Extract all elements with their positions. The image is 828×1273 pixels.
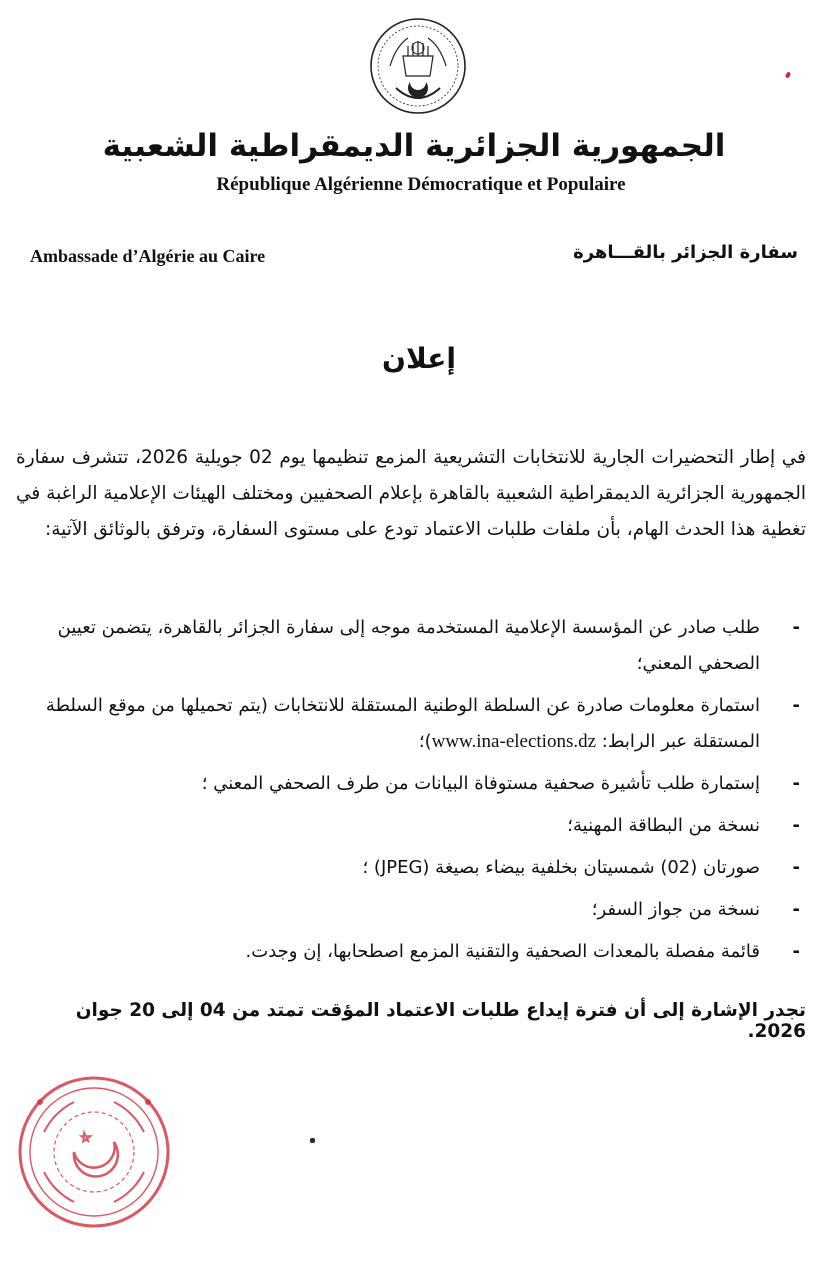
list-bullet: -: [792, 773, 800, 794]
list-item: [16, 688, 808, 760]
embassy-seal-stamp: [14, 1072, 174, 1232]
list-item-text: قائمة مفصلة بالمعدات الصحفية والتقنية المزمع اصطحابها، إن وجدت.: [245, 941, 760, 962]
list-bullet: -: [792, 617, 800, 638]
list-item-text: طلب صادر عن المؤسسة الإعلامية المستخدمة موجه إلى سفارة الجزائر بالقاهرة، يتضمن تعيين الصحفي المعني؛: [57, 617, 760, 674]
country-title-arabic: الجمهورية الجزائرية الديمقراطية الشعبية: [102, 128, 726, 164]
list-item: [16, 808, 808, 844]
coat-of-arms-emblem: [368, 16, 468, 116]
elections-authority-link[interactable]: www.ina-elections.dz: [431, 731, 597, 752]
list-bullet: -: [792, 899, 800, 920]
list-bullet: -: [792, 695, 800, 716]
list-item-text: استمارة معلومات صادرة عن السلطة الوطنية المستقلة للانتخابات (يتم تحميلها من موقع السلطة المستقلة عبر الرابط:: [45, 695, 760, 752]
list-item: [16, 892, 808, 928]
deadline-note: تجدر الإشارة إلى أن فترة إيداع طلبات الاعتماد المؤقت تمتد من 04 إلى 20 جوان 2026.: [75, 1000, 806, 1042]
list-item: [16, 850, 808, 886]
list-item-text: صورتان (02) شمسيتان بخلفية بيضاء بصيغة (JPEG) ؛: [362, 857, 760, 878]
embassy-name-french: Ambassade d’Algérie au Caire: [30, 246, 266, 266]
notice-intro-paragraph: في إطار التحضيرات الجارية للانتخابات التشريعية المزمع تنظيمها يوم 02 جويلية 2026، تتشرف سفارة الجمهورية الجزائرية الديمقراطية الشعبية بالقاهرة بإعلام الصحفيين ومختلف الهيئات الإعلامية الراغبة في تغطية هذا الحدث الهام، بأن ملفات طلبات الاعتماد تودع على مستوى السفارة، وترفق بالوثائق الآتية:: [16, 447, 806, 540]
notice-title: إعلان: [382, 342, 456, 375]
list-bullet: -: [792, 815, 800, 836]
ink-speck: [310, 1138, 315, 1143]
list-bullet: -: [792, 857, 800, 878]
list-item-text: نسخة من البطاقة المهنية؛: [567, 815, 760, 836]
list-item-text: نسخة من جواز السفر؛: [591, 899, 760, 920]
list-item-text: إستمارة طلب تأشيرة صحفية مستوفاة البيانات من طرف الصحفي المعني ؛: [201, 773, 760, 794]
country-title-french: République Algérienne Démocratique et Populaire: [216, 174, 626, 195]
list-item-text-end: )؛: [418, 731, 432, 752]
list-item: [16, 610, 808, 682]
ink-speck: [785, 71, 791, 78]
list-bullet: -: [792, 941, 800, 962]
list-item: [16, 766, 808, 802]
embassy-name-arabic: سفارة الجزائر بالقـــاهرة: [573, 242, 798, 263]
required-documents-list: [16, 610, 808, 976]
list-item: [16, 934, 808, 970]
